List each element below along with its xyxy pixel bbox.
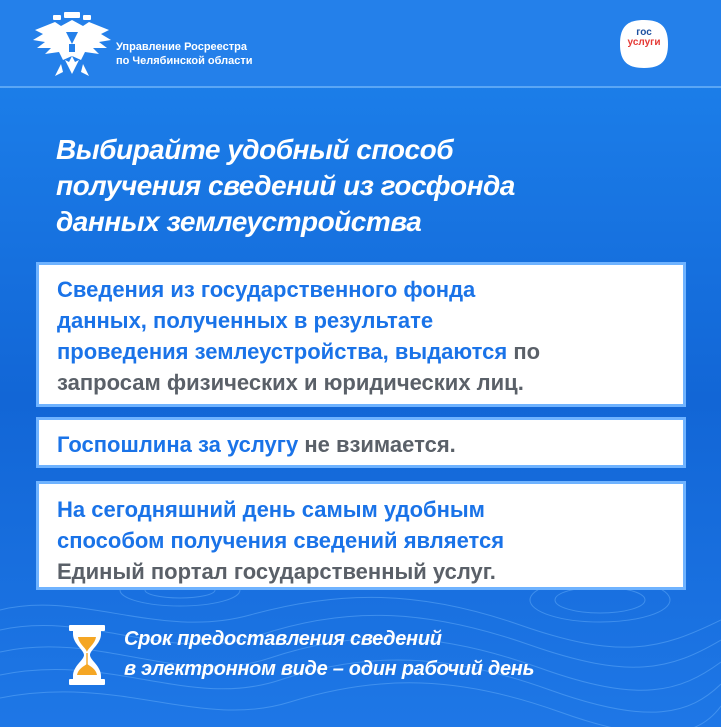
card1-line-3 [57,336,683,367]
header-divider [0,86,721,88]
headline-line-1: Выбирайте удобный способ [56,134,454,165]
footer-line-1: Срок предоставления сведений [124,628,442,650]
gos-logo-line-1: гос [636,27,652,38]
card2-line-1 [57,429,683,460]
card3-line-2: способом получения сведений является [57,528,505,553]
headline-line-2: получения сведений из госфонда [56,170,515,201]
card3-line-1: На сегодняшний день самым удобным [57,497,485,522]
org-line-1: Управление Росреестра [116,41,247,53]
footer-note [124,624,534,684]
card2-rest: не взимается. [298,432,456,457]
card1-line-3-rest: по [507,339,541,364]
headline [56,132,656,240]
hourglass-icon [68,624,106,686]
footer-line-2: в электронном виде – один рабочий день [124,658,535,680]
card2-emphasis: Госпошлина за услугу [57,432,299,457]
card3-line-3: Единый портал государственный услуг. [57,559,496,584]
gos-logo-line-2: услуги [627,37,661,48]
card1-line-4: запросам физических и юридических лиц. [57,370,524,395]
headline-line-3: данных землеустройства [56,206,422,237]
card1-line-1: Сведения из государственного фонда [57,277,476,302]
gosuslugi-logo-text [617,28,671,48]
info-card-data-source [36,262,686,407]
card1-line-3-emphasis: проведения землеустройства, выдаются [57,339,508,364]
card1-line-2: данных, полученных в результате [57,308,434,333]
organization-name [116,40,253,68]
info-card-fee [36,417,686,468]
info-card-portal [36,481,686,590]
org-line-2: по Челябинской области [116,55,253,67]
double-headed-eagle-emblem [33,10,111,80]
